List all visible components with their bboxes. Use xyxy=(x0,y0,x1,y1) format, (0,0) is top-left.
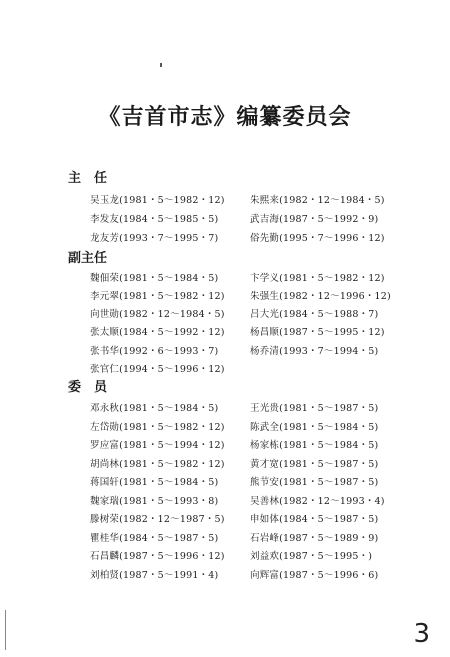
member-entry: 瞿桂华(1984・5～1987・5) xyxy=(90,533,219,544)
member-entry: 杨家栋(1981・5～1984・5) xyxy=(250,440,379,451)
member-entry: 朱强生(1982・12～1996・12) xyxy=(250,291,391,302)
scan-speck xyxy=(160,63,162,67)
scan-edge-mark xyxy=(5,610,6,650)
member-entry: 杨昌顺(1987・5～1995・12) xyxy=(250,327,385,338)
member-entry: 刘益欢(1987・5～1995・) xyxy=(250,551,373,562)
member-entry: 吕大光(1984・5～1988・7) xyxy=(250,309,379,320)
member-entry: 吴善林(1982・12～1993・4) xyxy=(250,496,385,507)
member-entry: 向世勋(1982・12～1984・5) xyxy=(90,309,225,320)
member-entry: 武吉海(1987・5～1992・9) xyxy=(250,214,379,225)
member-entry: 龙友芳(1993・7～1995・7) xyxy=(90,233,219,244)
section-heading-vice: 副主任 xyxy=(68,251,108,266)
member-entry: 李发友(1984・5～1985・5) xyxy=(90,214,219,225)
section-heading-members: 委 员 xyxy=(68,380,108,395)
member-entry: 刘柏贤(1987・5～1991・4) xyxy=(90,570,219,581)
page-number: 3 xyxy=(413,619,430,649)
member-entry: 胡尚林(1981・5～1982・12) xyxy=(90,459,225,470)
member-entry: 黄才宽(1981・5～1987・5) xyxy=(250,459,379,470)
member-entry: 朱熙来(1982・12～1984・5) xyxy=(250,195,385,206)
member-entry: 吴玉龙(1981・5～1982・12) xyxy=(90,195,225,206)
member-entry: 张书华(1992・6～1993・7) xyxy=(90,346,219,357)
member-entry: 卞学义(1981・5～1982・12) xyxy=(250,273,385,284)
member-entry: 俗先勤(1995・7～1996・12) xyxy=(250,233,385,244)
member-entry: 张太顺(1984・5～1992・12) xyxy=(90,327,225,338)
member-entry: 蒋国轩(1981・5～1984・5) xyxy=(90,477,219,488)
member-entry: 熊节安(1981・5～1987・5) xyxy=(250,477,379,488)
member-entry: 李元翠(1981・5～1982・12) xyxy=(90,291,225,302)
section-heading-chair: 主 任 xyxy=(68,171,108,186)
member-entry: 魏家瑞(1981・5～1993・8) xyxy=(90,496,219,507)
member-entry: 左岱勋(1981・5～1982・12) xyxy=(90,422,225,433)
member-entry: 魏佃荣(1981・5～1984・5) xyxy=(90,273,219,284)
member-entry: 罗应富(1981・5～1994・12) xyxy=(90,440,225,451)
member-entry: 石岩峰(1987・5～1989・9) xyxy=(250,533,379,544)
page-title: 《吉首市志》编纂委员会 xyxy=(98,104,352,130)
member-entry: 邓永秋(1981・5～1984・5) xyxy=(90,403,219,414)
member-entry: 陈武全(1981・5～1984・5) xyxy=(250,422,379,433)
member-entry: 杨乔清(1993・7～1994・5) xyxy=(250,346,379,357)
member-entry: 王光贵(1981・5～1987・5) xyxy=(250,403,379,414)
member-entry: 张官仁(1994・5～1996・12) xyxy=(90,364,225,375)
member-entry: 向辉富(1987・5～1996・6) xyxy=(250,570,379,581)
member-entry: 石昌麟(1987・5～1996・12) xyxy=(90,551,225,562)
member-entry: 滕树荣(1982・12～1987・5) xyxy=(90,514,225,525)
member-entry: 申如体(1984・5～1987・5) xyxy=(250,514,379,525)
